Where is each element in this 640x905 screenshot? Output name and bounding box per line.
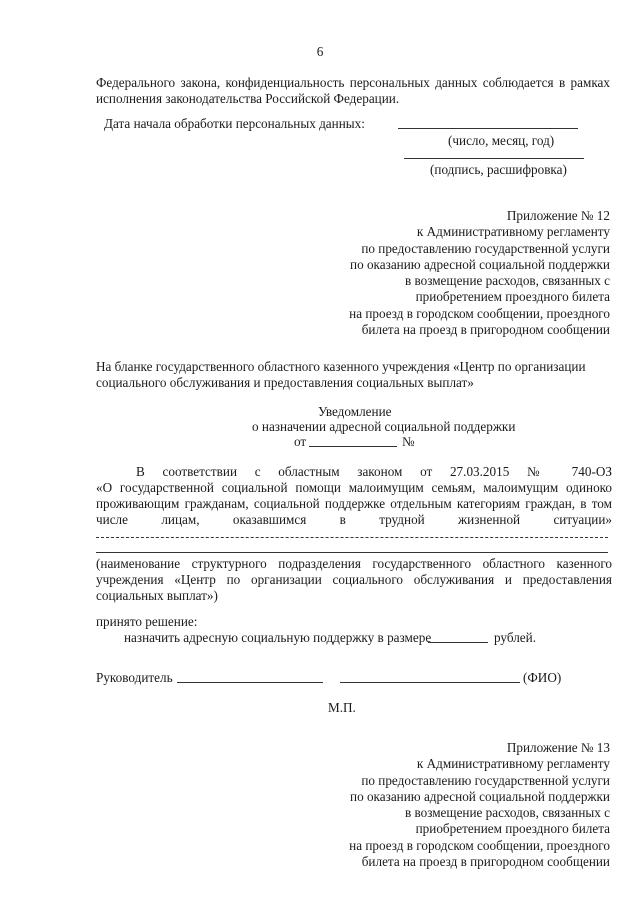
page-number: 6 (316, 44, 324, 59)
appendix-13-line: приобретением проездного билета (415, 821, 610, 837)
appendix-12-line: к Административному регламенту (416, 224, 610, 240)
appendix-13-line: по оказанию адресной социальной поддержки (350, 788, 610, 804)
appendix-13-block (349, 740, 610, 870)
blank-line-2: социального обслуживания и предоставления социальных выплат» (96, 375, 474, 390)
appendix-13-line: к Административному регламенту (416, 756, 610, 772)
intro-line-1: Федерального закона, конфиденциальность персональных данных соблюдается в рамках (96, 75, 610, 90)
signature-caption: (подпись, расшифровка) (430, 162, 567, 177)
appendix-13-line: по предоставлению государственной услуги (361, 772, 610, 788)
notice-number-label: № (402, 434, 415, 449)
appendix-12-line: Приложение № 12 (506, 208, 610, 223)
decision-label: принято решение: (96, 614, 198, 629)
notice-subtitle: о назначении адресной социальной поддержки (252, 419, 516, 434)
body-fill-line (96, 537, 608, 538)
appendix-12-block (349, 208, 610, 338)
unit-line-3: социальных выплат») (96, 588, 218, 603)
appendix-13-line: билета на проезд в пригородном сообщении (361, 854, 610, 870)
body-line-1: В соответствии с областным законом от 27.03.2015 № 740-ОЗ (136, 464, 612, 479)
amount-underline (428, 642, 488, 643)
body-line-4: числе лицам, оказавшимся в трудной жизненной ситуации» (96, 512, 612, 527)
signature-underline (404, 158, 584, 159)
appendix-13-line: в возмещение расходов, связанных с (404, 805, 610, 821)
stamp-label: М.П. (328, 700, 356, 715)
appendix-12-line: на проезд в городском сообщении, проездного (349, 305, 610, 321)
appendix-13-line: на проезд в городском сообщении, проездного (349, 837, 610, 853)
body-line-2: «О государственной социальной помощи малоимущим семьям, малоимущим одиноко (96, 480, 612, 495)
processing-date-label: Дата начала обработки персональных данных: (104, 116, 365, 131)
fio-label: (ФИО) (523, 670, 562, 685)
appendix-12-line: приобретением проездного билета (415, 289, 610, 305)
head-signature-underline (177, 682, 323, 683)
body-line-3: проживающим гражданам, социальной поддержке отдельным категориям граждан, в том (96, 496, 612, 511)
appendix-12-line: в возмещение расходов, связанных с (404, 273, 610, 289)
unit-line-2: учреждения «Центр по организации социального обслуживания и предоставления (96, 572, 612, 587)
appendix-12-line: билета на проезд в пригородном сообщении (361, 322, 610, 338)
notice-from-label: от (294, 434, 307, 449)
date-underline (398, 128, 578, 129)
head-label: Руководитель (96, 670, 173, 685)
blank-line-1: На бланке государственного областного казенного учреждения «Центр по организации (96, 359, 586, 374)
head-name-underline (340, 682, 520, 683)
appendix-12-line: по предоставлению государственной услуги (361, 240, 610, 256)
date-caption: (число, месяц, год) (448, 133, 555, 148)
decision-text: назначить адресную социальную поддержку в размере (124, 630, 432, 645)
unit-underline (96, 552, 608, 553)
appendix-12-line: по оказанию адресной социальной поддержки (350, 256, 610, 272)
currency-label: рублей. (494, 630, 537, 645)
notice-date-underline (309, 446, 397, 447)
intro-line-2: исполнения законодательства Российской Федерации. (96, 91, 400, 106)
appendix-13-line: Приложение № 13 (506, 740, 610, 755)
unit-line-1: (наименование структурного подразделения государственного областного казенного (96, 556, 612, 571)
notice-title: Уведомление (318, 404, 392, 419)
